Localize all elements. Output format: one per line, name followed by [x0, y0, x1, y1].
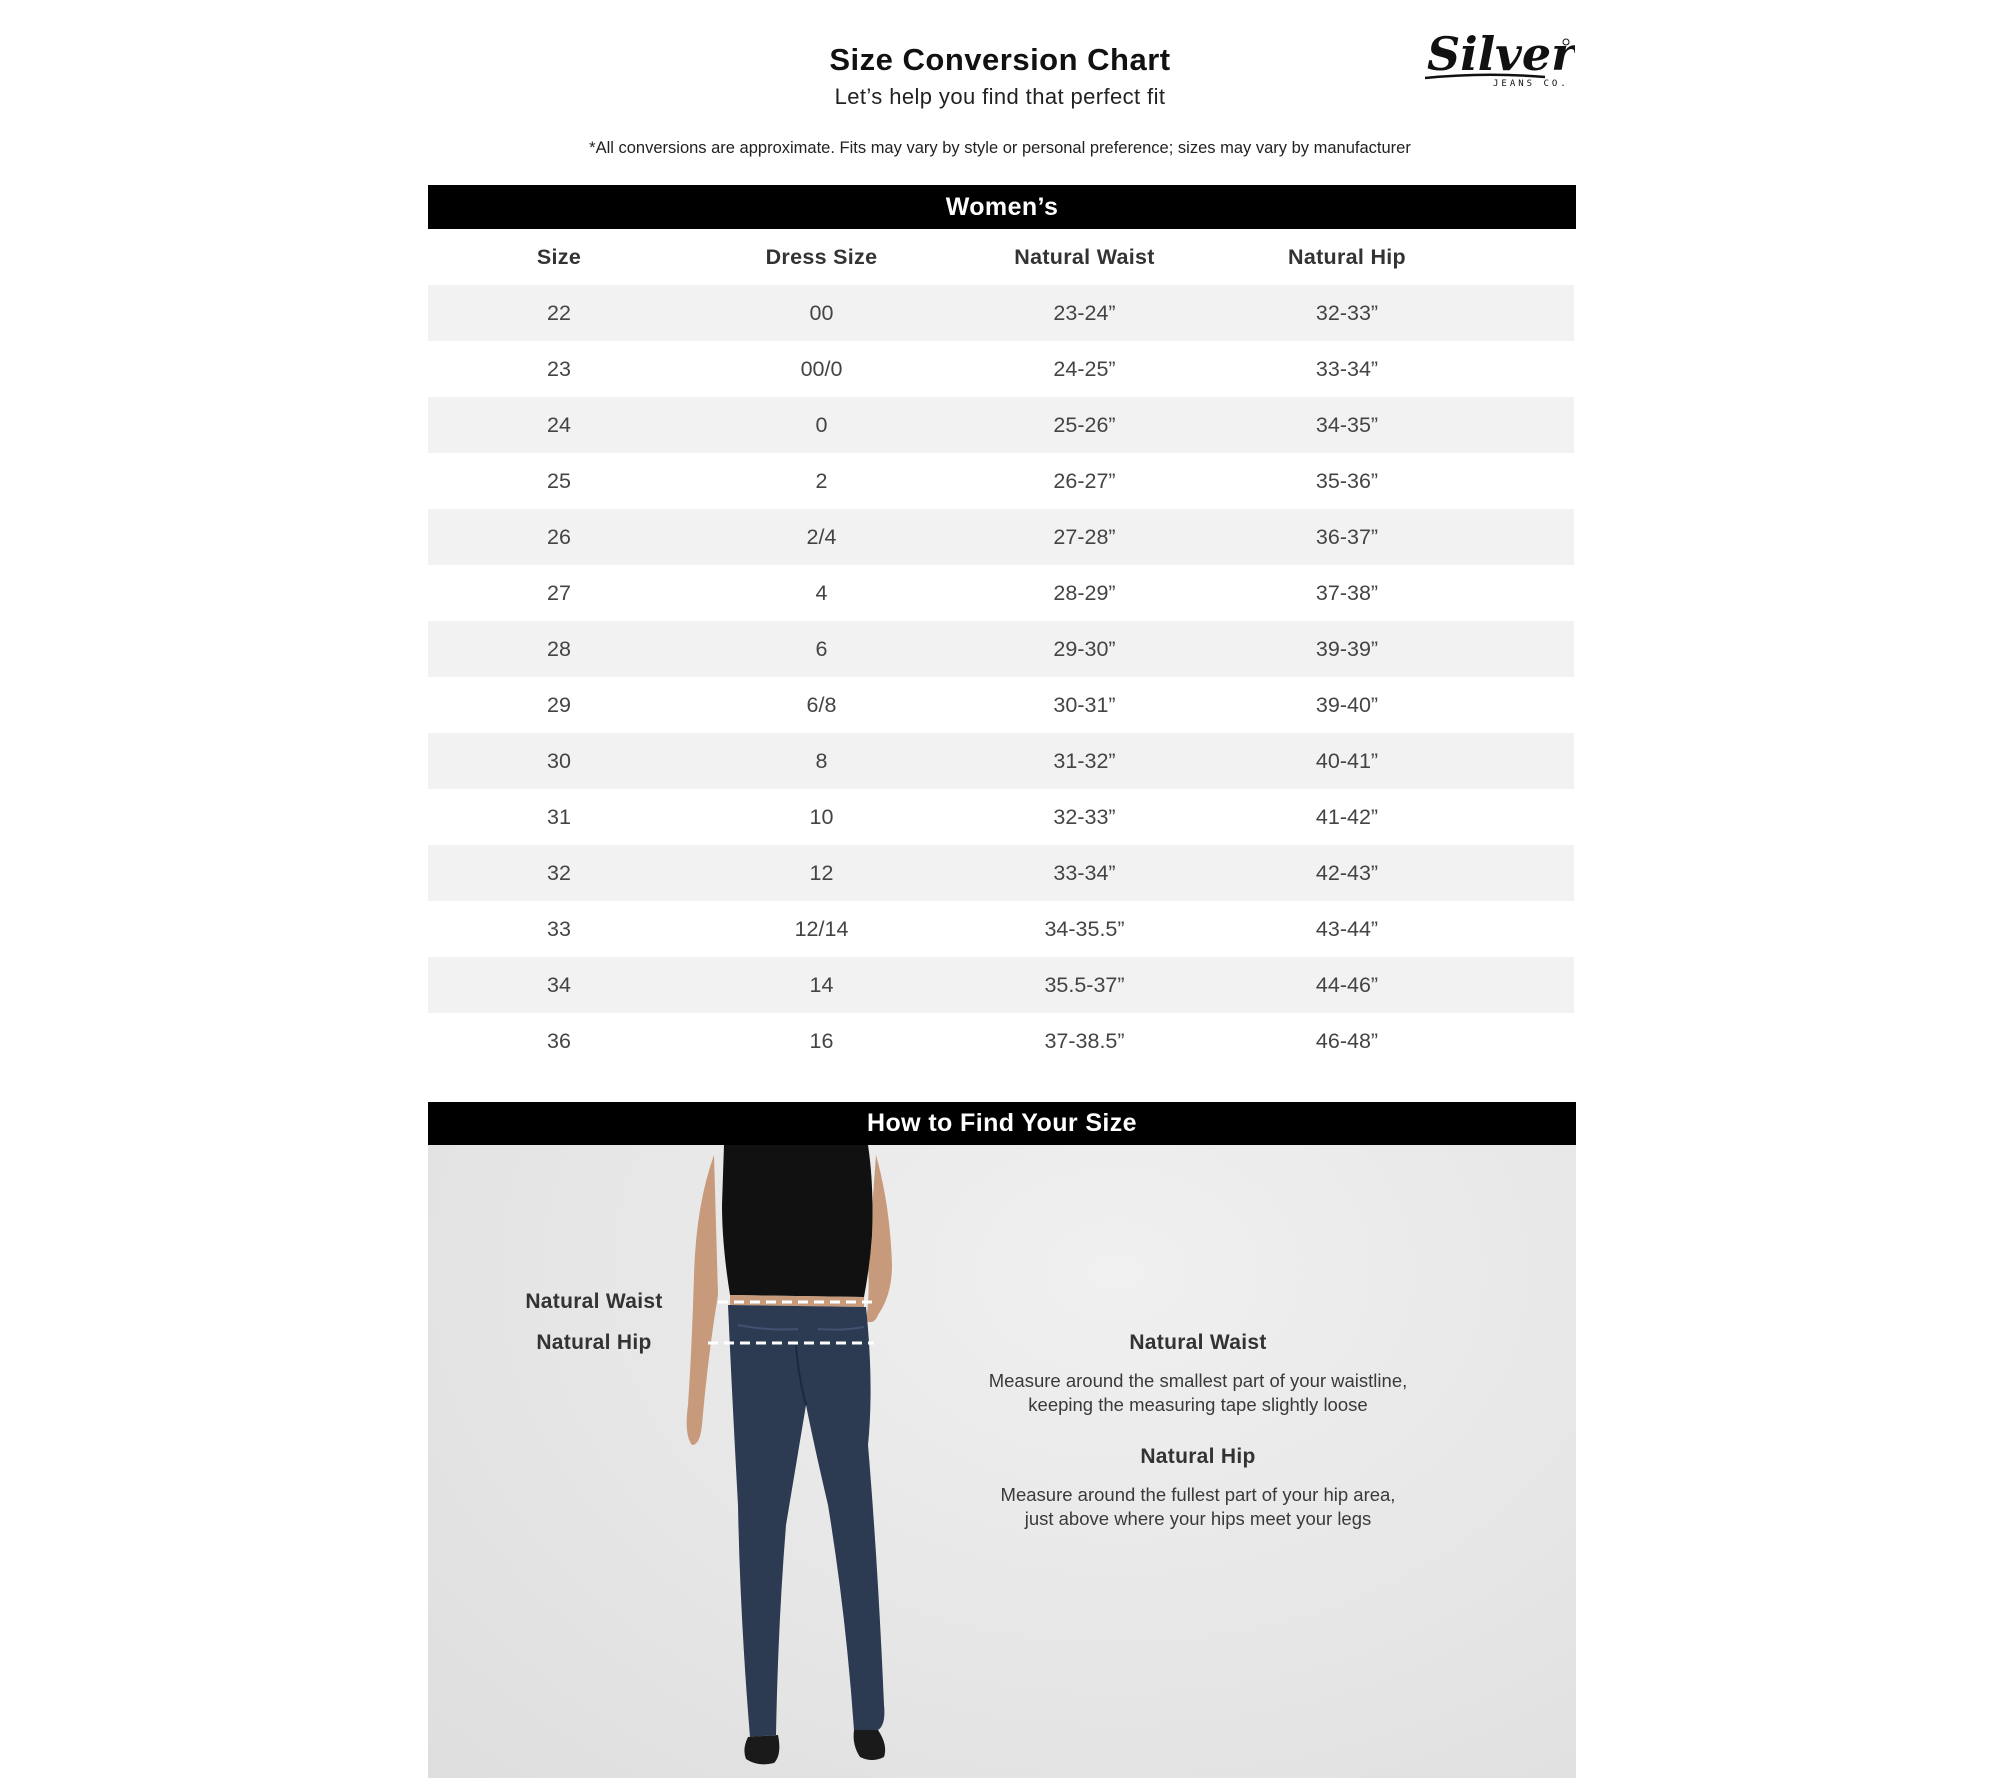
cell-dress-size: 2/4 — [690, 509, 953, 565]
cell-natural-waist: 25-26” — [953, 397, 1216, 453]
cell-natural-hip: 33-34” — [1216, 341, 1478, 397]
cell-natural-hip: 35-36” — [1216, 453, 1478, 509]
cell-spacer — [1478, 1013, 1574, 1069]
cell-size: 30 — [428, 733, 690, 789]
page-title: Size Conversion Chart — [829, 42, 1171, 77]
cell-natural-waist: 35.5-37” — [953, 957, 1216, 1013]
table-row — [428, 789, 1574, 845]
natural-waist-line-2: keeping the measuring tape slightly loose — [1028, 1394, 1368, 1415]
table-row — [428, 341, 1574, 397]
cell-natural-waist: 26-27” — [953, 453, 1216, 509]
cell-size: 33 — [428, 901, 690, 957]
table-row — [428, 901, 1574, 957]
natural-hip-info — [948, 1445, 1448, 1531]
callout-natural-waist: Natural Waist — [525, 1290, 663, 1313]
cell-natural-hip: 40-41” — [1216, 733, 1478, 789]
cell-natural-waist: 30-31” — [953, 677, 1216, 733]
cell-size: 24 — [428, 397, 690, 453]
callout-natural-hip: Natural Hip — [536, 1331, 652, 1354]
disclaimer-text: *All conversions are approximate. Fits may vary by style or personal preference; sizes may vary by manufacturer — [589, 139, 1411, 157]
table-row — [428, 957, 1574, 1013]
cell-size: 26 — [428, 509, 690, 565]
cell-spacer — [1478, 341, 1574, 397]
model-left-shoe — [744, 1735, 779, 1764]
cell-natural-hip: 32-33” — [1216, 285, 1478, 341]
cell-natural-waist: 29-30” — [953, 621, 1216, 677]
natural-waist-description — [948, 1369, 1448, 1417]
cell-natural-waist: 33-34” — [953, 845, 1216, 901]
cell-natural-hip: 39-40” — [1216, 677, 1478, 733]
page-subtitle: Let’s help you find that perfect fit — [834, 84, 1166, 109]
cell-spacer — [1478, 677, 1574, 733]
logo-wordmark: Silver — [1427, 28, 1575, 81]
cell-dress-size: 2 — [690, 453, 953, 509]
cell-size: 31 — [428, 789, 690, 845]
cell-natural-waist: 32-33” — [953, 789, 1216, 845]
natural-hip-line-2: just above where your hips meet your legs — [1024, 1508, 1372, 1529]
cell-natural-hip: 41-42” — [1216, 789, 1478, 845]
cell-size: 25 — [428, 453, 690, 509]
cell-size: 36 — [428, 1013, 690, 1069]
table-row — [428, 453, 1574, 509]
cell-spacer — [1478, 509, 1574, 565]
natural-hip-line-1: Measure around the fullest part of your hip area, — [1000, 1484, 1396, 1505]
table-row — [428, 509, 1574, 565]
cell-natural-waist: 24-25” — [953, 341, 1216, 397]
cell-dress-size: 4 — [690, 565, 953, 621]
cell-size: 32 — [428, 845, 690, 901]
cell-natural-waist: 23-24” — [953, 285, 1216, 341]
table-header-row — [428, 229, 1574, 285]
model-right-shoe — [854, 1730, 886, 1760]
column-header-natural-hip: Natural Hip — [1288, 244, 1406, 269]
cell-dress-size: 00 — [690, 285, 953, 341]
cell-spacer — [1478, 621, 1574, 677]
column-spacer — [1478, 229, 1574, 285]
cell-natural-waist: 37-38.5” — [953, 1013, 1216, 1069]
cell-spacer — [1478, 901, 1574, 957]
cell-dress-size: 10 — [690, 789, 953, 845]
how-to-section-header: How to Find Your Size — [428, 1102, 1576, 1145]
cell-natural-hip: 39-39” — [1216, 621, 1478, 677]
cell-dress-size: 00/0 — [690, 341, 953, 397]
model-left-arm — [687, 1155, 718, 1445]
cell-spacer — [1478, 733, 1574, 789]
cell-natural-waist: 31-32” — [953, 733, 1216, 789]
womens-section-header: Women’s — [428, 185, 1576, 229]
cell-size: 23 — [428, 341, 690, 397]
cell-size: 22 — [428, 285, 690, 341]
table-row — [428, 1013, 1574, 1069]
size-conversion-table — [428, 229, 1574, 1069]
natural-waist-line-1: Measure around the smallest part of your waistline, — [988, 1370, 1408, 1391]
cell-natural-waist: 27-28” — [953, 509, 1216, 565]
cell-spacer — [1478, 789, 1574, 845]
cell-dress-size: 6 — [690, 621, 953, 677]
model-jeans — [728, 1305, 884, 1737]
cell-natural-hip: 42-43” — [1216, 845, 1478, 901]
natural-waist-heading: Natural Waist — [1129, 1331, 1267, 1354]
table-row — [428, 397, 1574, 453]
table-row — [428, 733, 1574, 789]
cell-size: 29 — [428, 677, 690, 733]
cell-spacer — [1478, 957, 1574, 1013]
logo-subtext: JEANS CO. — [1493, 79, 1569, 89]
cell-natural-hip: 34-35” — [1216, 397, 1478, 453]
cell-natural-hip: 43-44” — [1216, 901, 1478, 957]
cell-size: 28 — [428, 621, 690, 677]
cell-natural-hip: 46-48” — [1216, 1013, 1478, 1069]
cell-dress-size: 14 — [690, 957, 953, 1013]
column-header-dress-size: Dress Size — [765, 244, 878, 269]
cell-dress-size: 8 — [690, 733, 953, 789]
table-row — [428, 621, 1574, 677]
how-to-panel — [428, 1145, 1576, 1778]
cell-spacer — [1478, 453, 1574, 509]
natural-hip-heading: Natural Hip — [1140, 1445, 1256, 1468]
cell-spacer — [1478, 845, 1574, 901]
cell-spacer — [1478, 285, 1574, 341]
cell-dress-size: 12/14 — [690, 901, 953, 957]
cell-size: 27 — [428, 565, 690, 621]
cell-natural-hip: 36-37” — [1216, 509, 1478, 565]
natural-hip-description — [948, 1483, 1448, 1531]
cell-dress-size: 6/8 — [690, 677, 953, 733]
cell-natural-hip: 44-46” — [1216, 957, 1478, 1013]
cell-dress-size: 16 — [690, 1013, 953, 1069]
cell-natural-hip: 37-38” — [1216, 565, 1478, 621]
cell-spacer — [1478, 397, 1574, 453]
table-row — [428, 677, 1574, 733]
cell-dress-size: 0 — [690, 397, 953, 453]
model-figure — [678, 1145, 928, 1778]
cell-size: 34 — [428, 957, 690, 1013]
model-top — [722, 1145, 873, 1297]
table-row — [428, 845, 1574, 901]
cell-natural-waist: 28-29” — [953, 565, 1216, 621]
natural-waist-info — [948, 1331, 1448, 1417]
cell-spacer — [1478, 565, 1574, 621]
column-header-natural-waist: Natural Waist — [1014, 244, 1155, 269]
cell-natural-waist: 34-35.5” — [953, 901, 1216, 957]
cell-dress-size: 12 — [690, 845, 953, 901]
column-header-size: Size — [536, 244, 582, 269]
table-row — [428, 285, 1574, 341]
table-row — [428, 565, 1574, 621]
